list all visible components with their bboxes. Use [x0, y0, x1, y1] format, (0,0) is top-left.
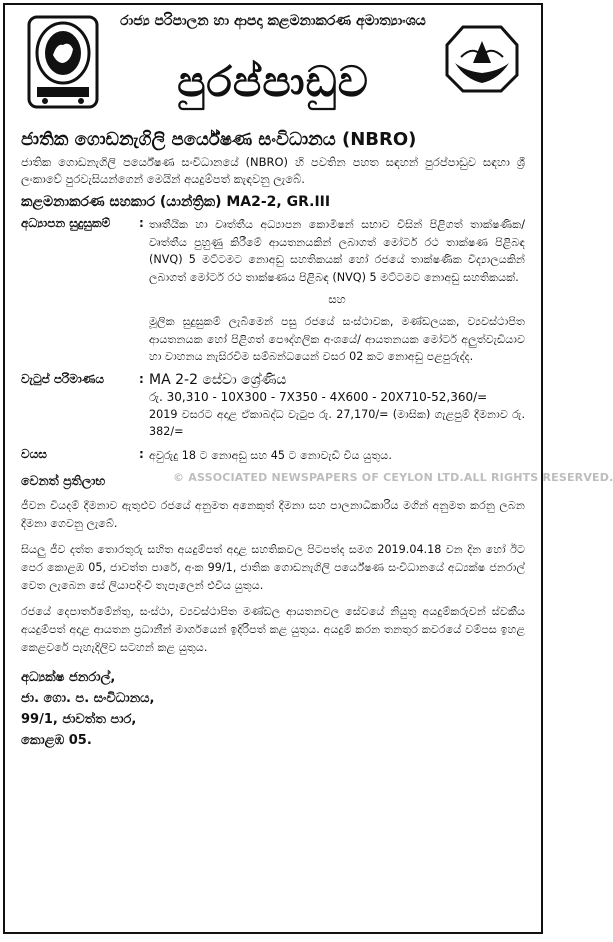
address-block: [21, 667, 525, 751]
salary-section: [21, 372, 525, 441]
post-title: කළමනාකරණ සහකාර (යාන්ත්‍රික) MA2-2, GR.III: [21, 194, 331, 210]
colon-separator: :: [139, 216, 144, 230]
organization-name: ජාතික ගොඩනැගිලි පර්යේෂණ සංවිධානය (NBRO): [21, 129, 417, 150]
address-line-2: ජා. ගො. ප. සංවිධානය,: [21, 690, 155, 706]
colon-separator: :: [139, 371, 144, 386]
other-benefits-title: වෙනත් ප්‍රතිලාභ: [21, 472, 106, 488]
education-label: අධ්‍යාපන සුදුසුකම්: [21, 216, 111, 230]
page-title: පුරප්පාඩුව: [177, 57, 369, 106]
nbro-logo-icon: [443, 23, 521, 95]
address-line-3: 99/1, ජාවත්ත පාර,: [21, 711, 137, 727]
government-employees-note: රජයේ දෙපාර්තමේන්තු, සංස්ථා, ව්‍යවස්ථාපිත මණ්ඩල ආයතනවල සේවයේ නියුතු අයදුම්කරුවන් ස්වකීය අයදුම්පත් අදාළ ආයතන ප්‍රධානීන් මාර්ගයෙන් ඉදිරිපත් කළ යුතුය. අයදුම් කරන තනතුර කවරයේ වම්පස ඉහළ කෙළවරේ පැහැදිලිව සටහන් කළ යුතුය.: [21, 604, 525, 654]
address-line-1: අධ්‍යක්ෂ ජනරාල්,: [21, 669, 116, 685]
colon-separator: :: [139, 446, 144, 461]
salary-label: වැටුප් පරිමාණය: [21, 371, 104, 386]
age-label: වයස: [21, 446, 47, 461]
salary-scale: රු. 30,310 - 10X300 - 7X350 - 4X600 - 20X710-52,360/=: [149, 389, 488, 404]
vacancy-notice: [3, 3, 613, 934]
notice-header: [5, 5, 541, 123]
copyright-watermark: © ASSOCIATED NEWSPAPERS OF CEYLON LTD.ALL RIGHTS RESERVED.: [173, 471, 613, 484]
age-section: [21, 447, 525, 465]
education-section: [21, 216, 525, 366]
address-line-4: කොළඹ 05.: [21, 732, 92, 748]
education-paragraph-2: මූලික සුදුසුකම් ලැබීමෙන් පසු රජයේ සංස්ථාවක, මණ්ඩලයක, ව්‍යවස්ථාපිත ආයතනයක හෝ පිළිගත් පෞද්ගලික අංශයේ/ ආයතනයක මෝටර් අලුත්වැඩියාව හා වාහනය නැසිරවීම සම්බන්ධයෙන් වසර 02 කට නොඅඩු පළපුරුද්ද.: [149, 315, 525, 363]
other-benefits-text: ජීවන වියදම් දීමනාව ඇතුළුව රජයේ අනුමත අනෙකුත් දීමනා සහ පාලනාධිකාරිය මගින් අනුමත කරනු ලබන දීමනා ගෙවනු ලැබේ.: [21, 498, 525, 530]
salary-consolidated: 2019 වසරට අදාළ ඒකාබද්ධ වැටුප රු. 27,170/= (මාසික) ගැළපුම් දීමනාව රු. 382/=: [149, 407, 525, 438]
intro-text: ජාතික ගොඩනැගිලි පර්යේෂණ සංවිධානයේ (NBRO) හි පවතින පහත සඳහන් පුරප්පාඩුව සඳහා ශ්‍රී ලංකාවේ පුරවැසියන්ගෙන් මෙයින් අයදුම්පත් කැඳවනු ලැබේ.: [21, 155, 525, 186]
application-instructions: සියලු ජීව දත්ත තොරතුරු සහිත අයදුම්පත් අදාළ සහතිකවල පිටපත්ද සමග 2019.04.18 වන දින හෝ ඊට පෙර කොළඹ 05, ජාවත්ත පාරේ, අංක 99/1, ජාතික ගොඩනැගිලි පර්යේෂණ සංවිධානයේ අධ්‍යක්ෂ ජනරාල් වෙත ලැබෙන සේ ලියාපදිංචි තැපෑලෙන් එවිය යුතුය.: [21, 542, 525, 592]
ministry-name: රාජ්‍ය පරිපාලන හා ආපදා කළමනාකරණ අමාත්‍යාංශය: [120, 13, 426, 29]
age-text: අවුරුදු 18 ට නොඅඩු සහ 45 ට නොවැඩි විය යුතුය.: [149, 448, 392, 462]
sri-lanka-emblem-icon: [27, 15, 99, 109]
education-paragraph-1: තෘතීයික හා වෘත්තීය අධ්‍යාපන කොමිෂන් සභාව විසින් පිළිගත් තාක්ෂණික/ වෘත්තීය පුහුණු කිරීමේ ආයතනයකින් ලබාගත් මෝටර් රථ තාක්ෂණ පිළිබඳ (NVQ) 5 මට්ටමට නොඅඩු සහතිකයක් හෝ රජයේ තාක්ෂණික විද්‍යාලයකින් ලබාගත් මෝටර් රථ තාක්ෂණය පිළිබඳ (NVQ) 5 මට්ටමට නොඅඩු සහතිකයක්.: [149, 218, 525, 284]
salary-code: MA 2-2 සේවා ශ්‍රේණිය: [149, 371, 287, 388]
education-and: සහ: [328, 292, 346, 306]
